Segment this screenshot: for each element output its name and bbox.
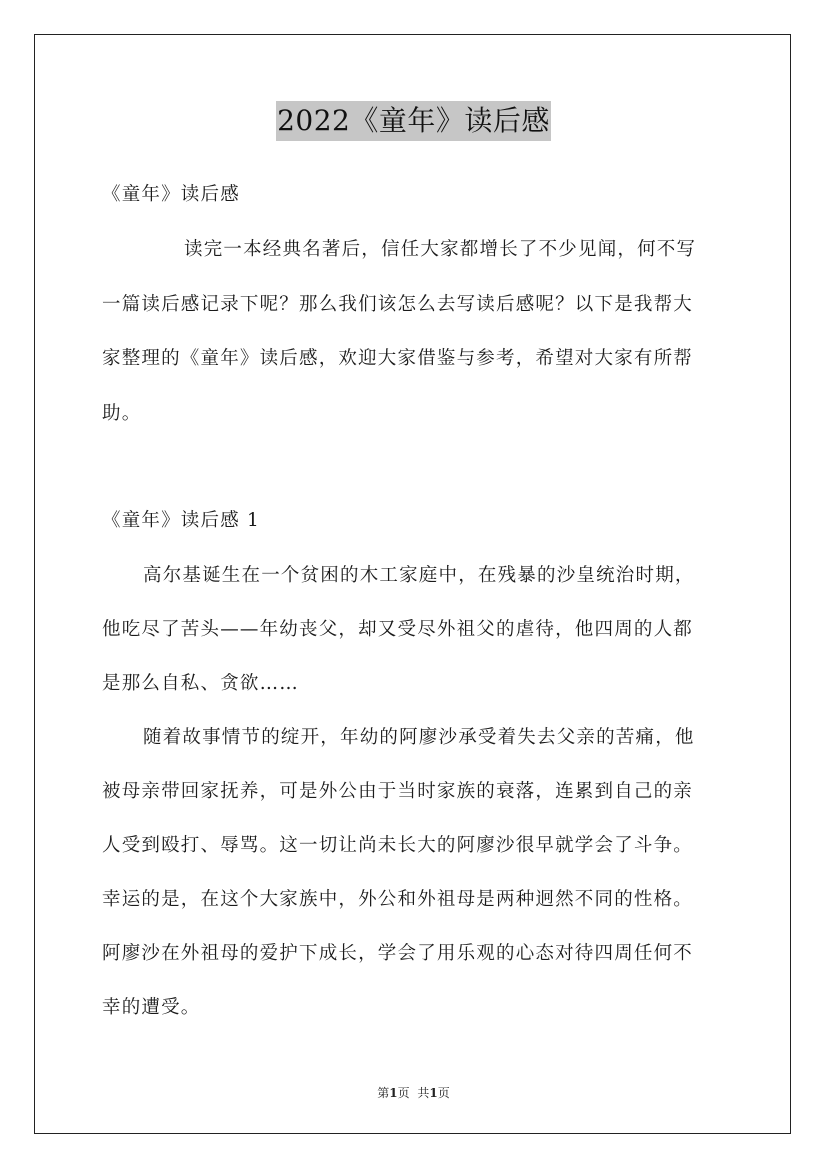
paragraph2-line-6: 幸的遭受。	[102, 997, 201, 1018]
title-wrap	[0, 101, 827, 141]
paragraph1-line-1: 高尔基诞生在一个贫困的木工家庭中，在残暴的沙皇统治时期，	[143, 565, 695, 586]
subtitle: 《童年》读后感	[102, 184, 240, 205]
paragraph2-line-3: 人受到殴打、辱骂。这一切让尚未长大的阿廖沙很早就学会了斗争。	[102, 835, 694, 856]
footer-total-pages: 1	[429, 1086, 438, 1100]
paragraph2-line-1: 随着故事情节的绽开，年幼的阿廖沙承受着失去父亲的苦痛，他	[143, 727, 695, 748]
footer-total-suffix: 页	[437, 1086, 450, 1100]
section-heading: 《童年》读后感 1	[102, 510, 260, 531]
intro-line-4: 助。	[102, 403, 142, 424]
page-footer	[0, 1084, 827, 1101]
paragraph2-line-5: 阿廖沙在外祖母的爱护下成长，学会了用乐观的心态对待四周任何不	[102, 943, 694, 964]
intro-line-2: 一篇读后感记录下呢？那么我们该怎么去写读后感呢？以下是我帮大	[102, 294, 694, 315]
paragraph2-line-4: 幸运的是，在这个大家族中，外公和外祖母是两种迥然不同的性格。	[102, 889, 694, 910]
footer-page-suffix: 页	[397, 1086, 410, 1100]
intro-line-1: 读完一本经典名著后，信任大家都增长了不少见闻，何不写	[184, 239, 697, 260]
paragraph2-line-2: 被母亲带回家抚养，可是外公由于当时家族的衰落，连累到自己的亲	[102, 781, 694, 802]
paragraph1-line-3: 是那么自私、贪欲……	[102, 673, 300, 694]
intro-line-3: 家整理的《童年》读后感，欢迎大家借鉴与参考，希望对大家有所帮	[102, 348, 694, 369]
footer-page-number: 1	[389, 1086, 398, 1100]
footer-total-prefix: 共	[417, 1086, 430, 1100]
document-title: 2022《童年》读后感	[276, 101, 551, 141]
paragraph1-line-2: 他吃尽了苦头——年幼丧父，却又受尽外祖父的虐待，他四周的人都	[102, 619, 694, 640]
footer-page-prefix: 第	[377, 1086, 390, 1100]
